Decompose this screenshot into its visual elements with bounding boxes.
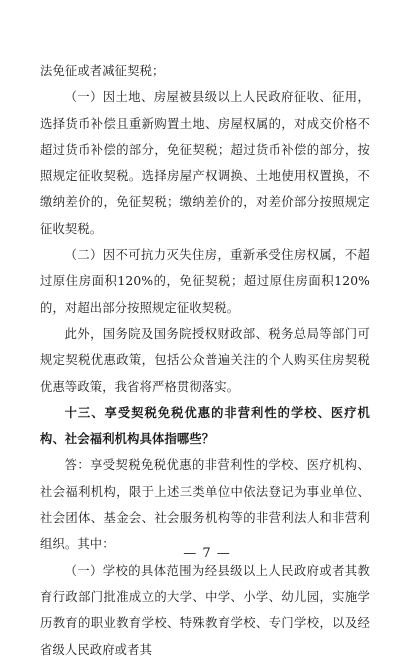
section-heading-13: 十三、享受契税免税优惠的非营利性的学校、医疗机构、社会福利机构具体指哪些？: [40, 404, 370, 447]
paragraph-continuation: 法免征或者减征契税；: [40, 64, 165, 78]
document-body: [40, 58, 370, 663]
paragraph-item-1: （一）因土地、房屋被县级以上人民政府征收、征用，选择货币补偿且重新购置土地、房屋权属的，对成交价格不超过货币补偿的部分，免征契税；超过货币补偿的部分，按照规定征收契税。选择房屋产权调换、土地使用权置换，不缴纳差价的，免征契税；缴纳差价的，对差价部分按照规定征收契税。: [40, 90, 370, 236]
paragraph-item-2: （二）因不可抗力灭失住房，重新承受住房权属，不超过原住房面积120%的，免征契税；超过原住房面积120%的，对超出部分按照规定征收契税。: [40, 248, 370, 315]
paragraph-additional-policy: 此外，国务院及国务院授权财政部、税务总局等部门可规定契税优惠政策，包括公众普遍关注的个人购买住房契税优惠等政策，我省将严格贯彻落实。: [40, 326, 370, 394]
page-number: — 7 —: [183, 546, 231, 561]
paragraph-answer: 答：享受契税免税优惠的非营利性的学校、医疗机构、社会福利机构，限于上述三类单位中依法登记为事业单位、社会团体、基金会、社会服务机构等的非营利法人和非营利组织。其中：: [40, 458, 370, 552]
paragraph-schools-scope: （一）学校的具体范围为经县级以上人民政府或者其教育行政部门批准成立的大学、中学、小学、幼儿园，实施学历教育的职业教育学校、特殊教育学校、专门学校，以及经省级人民政府或者其: [40, 563, 370, 657]
